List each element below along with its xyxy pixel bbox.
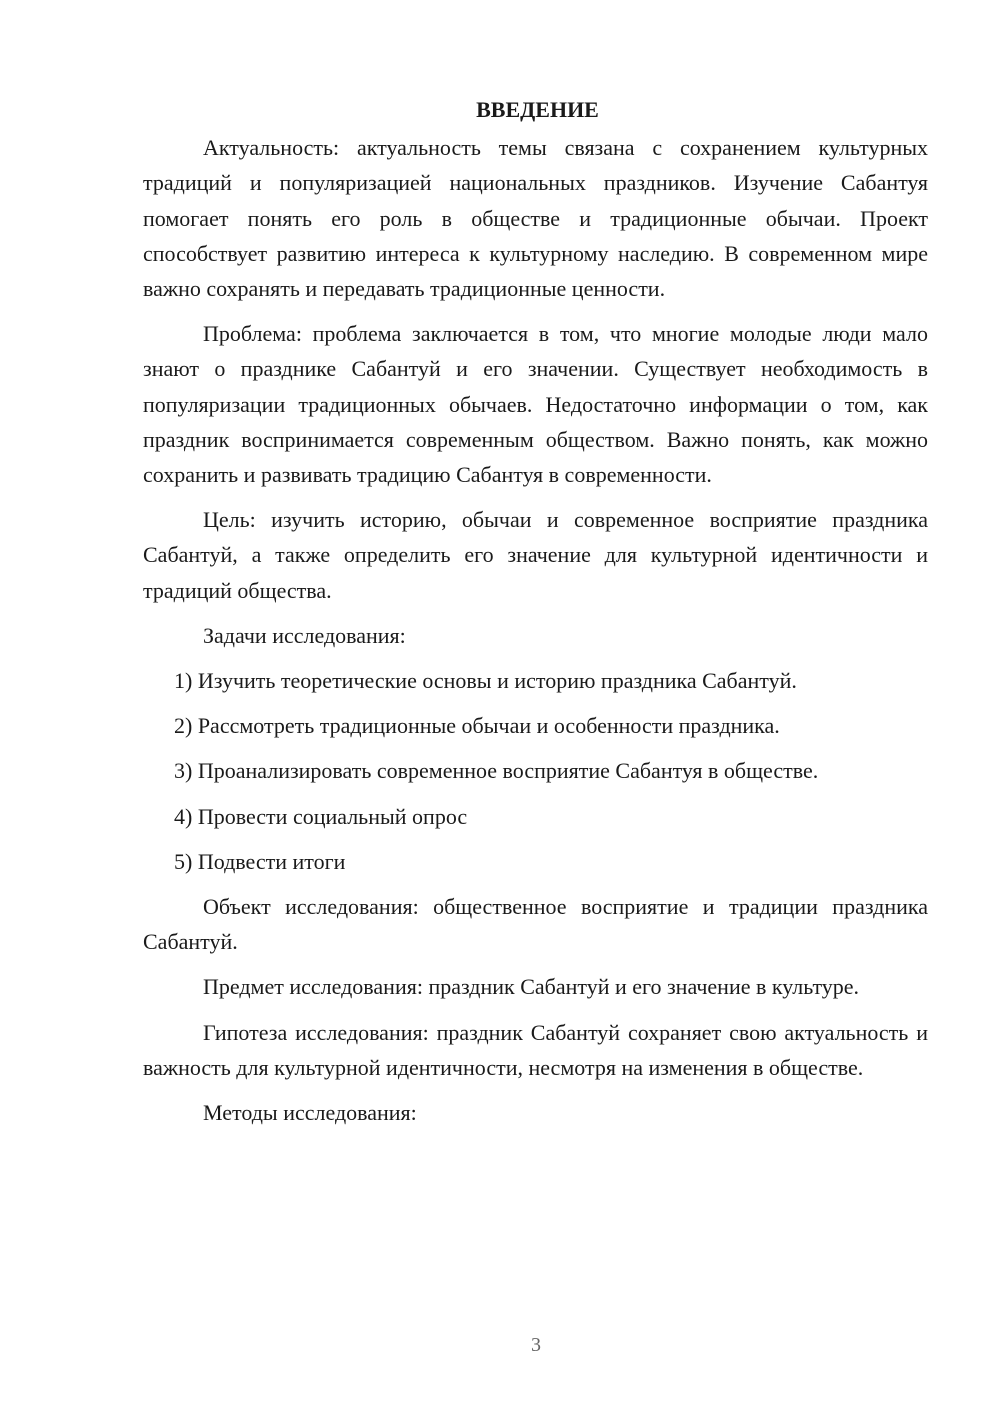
tasks-title: Задачи исследования: xyxy=(203,622,406,648)
subject-paragraph: Предмет исследования: праздник Сабантуй и его значение в культуре. xyxy=(203,974,860,1000)
methods-title: Методы исследования: xyxy=(203,1100,417,1126)
task-item: 5) Подвести итоги xyxy=(174,848,346,874)
section-heading: ВВЕДЕНИЕ xyxy=(476,97,599,122)
task-item: 4) Провести социальный опрос xyxy=(174,803,468,829)
goal-paragraph: Цель: изучить историю, обычаи и современное восприятие праздника Сабантуй, а также определить его значение для культурной идентичности и традиций общества. xyxy=(143,507,928,603)
relevance-paragraph: Актуальность: актуальность темы связана с сохранением культурных традиций и популяризацией национальных праздников. Изучение Сабантуя помогает понять его роль в обществе и традиционные обычаи. Проект способствует развитию интереса к культурному наследию. В современном мире важно сохранять и передавать традиционные ценности. xyxy=(143,135,928,302)
page-content xyxy=(143,92,928,1140)
task-item: 2) Рассмотреть традиционные обычаи и особенности праздника. xyxy=(174,713,780,739)
page-number: 3 xyxy=(531,1334,541,1356)
problem-paragraph: Проблема: проблема заключается в том, что многие молодые люди мало знают о празднике Сабантуй и его значении. Существует необходимость в популяризации традиционных обычаев. Недостаточно информации о том, как праздник воспринимается современным обществом. Важно понять, как можно сохранить и развивать традицию Сабантуя в современности. xyxy=(143,321,928,488)
task-item: 1) Изучить теоретические основы и историю праздника Сабантуй. xyxy=(174,668,797,694)
task-item: 3) Проанализировать современное восприятие Сабантуя в обществе. xyxy=(174,758,819,784)
hypothesis-paragraph: Гипотеза исследования: праздник Сабантуй сохраняет свою актуальность и важность для культурной идентичности, несмотря на изменения в обществе. xyxy=(143,1019,928,1080)
object-paragraph: Объект исследования: общественное восприятие и традиции праздника Сабантуй. xyxy=(143,894,928,955)
